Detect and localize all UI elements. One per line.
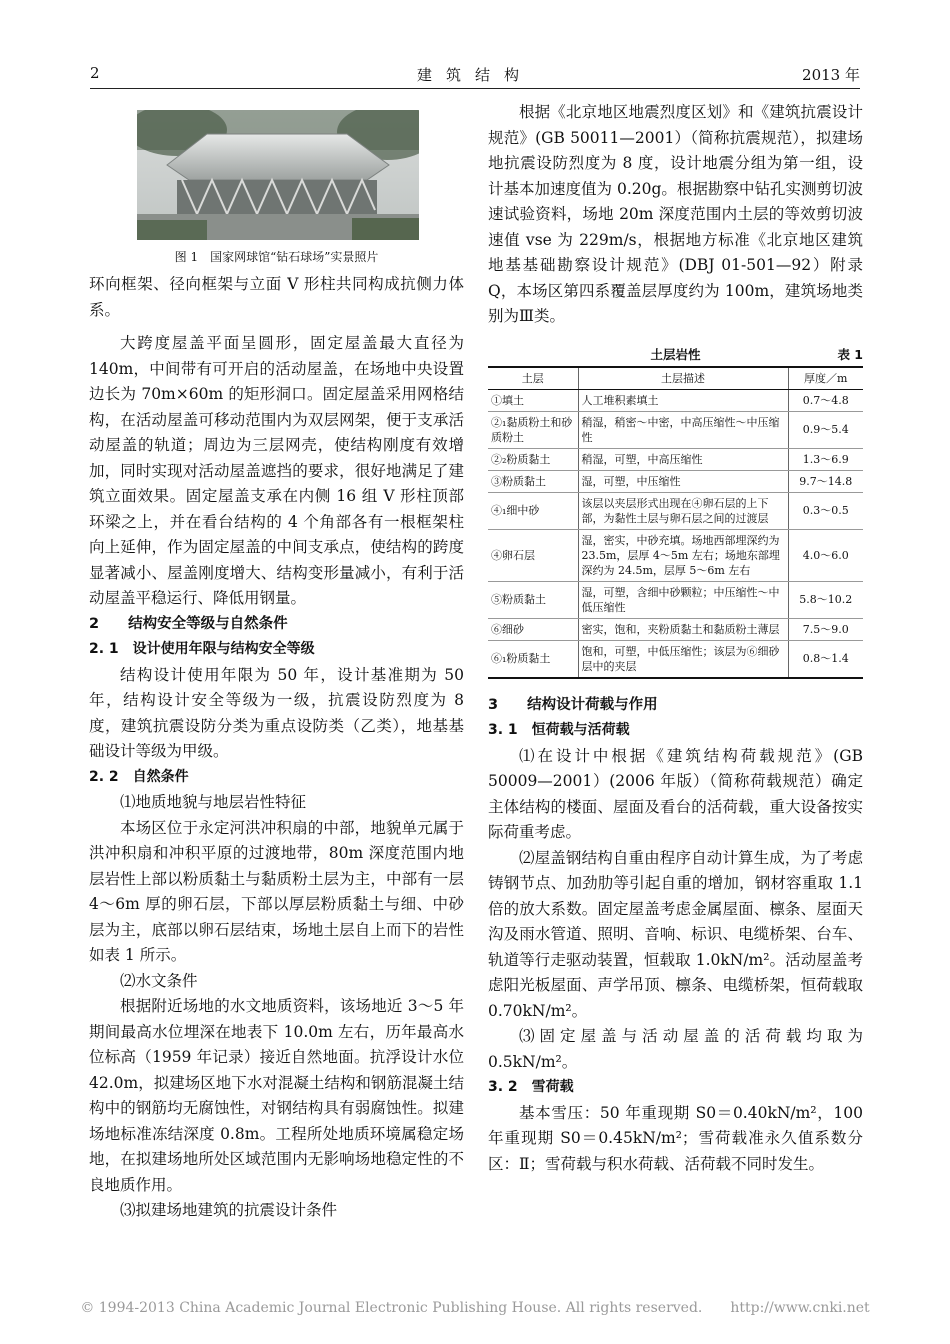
table-row <box>488 492 863 529</box>
paragraph: 基本雪压：50 年重现期 S0＝0.40kN/m²，100 年重现期 S0＝0.45kN/m²；雪荷载准永久值系数分区：Ⅱ；雪荷载与积水荷载、活荷载不同时发生。 <box>488 1103 863 1173</box>
table-cell: ②₂粉质黏土 <box>488 448 578 470</box>
stadium-photo <box>137 110 419 240</box>
paragraph: 根据《北京地区地震烈度区划》和《建筑抗震设计规范》(GB 50011—2001）（简称抗震规范），拟建场地抗震设防烈度为 8 度，设计地震分组为第一组，设计基本加速度值为 0.20g。根据勘察中钻孔实测剪切波速试验资料，场地 20m 深度范围内土层的等效剪切波速值 vse 为 229m/s，根据地方标准《北京地区建筑地基基础勘察设计规范》(DBJ 01-501—92）附录 Q，本场区第四系覆盖层厚度约为 100m，建筑场地类别为Ⅲ类。 <box>488 103 863 325</box>
table-cell: 0.9～5.4 <box>788 411 863 448</box>
table-caption: 土层岩性 <box>650 346 701 362</box>
table-row <box>488 470 863 492</box>
table-cell: ⑥细砂 <box>488 618 578 640</box>
table-cell: 该层以夹层形式出现在④卵石层的上下部，为黏性土层与卵石层之间的过渡层 <box>578 492 788 529</box>
table-cell: 0.3～0.5 <box>788 492 863 529</box>
table-row <box>488 448 863 470</box>
table-row <box>488 618 863 640</box>
table-cell: ①填土 <box>488 389 578 411</box>
table-row <box>488 640 863 678</box>
paragraph: ⑴在设计中根据《建筑结构荷载规范》(GB 50009—2001）(2006 年版）（简称荷载规范）确定主体结构的楼面、屋面及看台的活荷载，重大设备按实际荷重考虑。 <box>488 746 863 841</box>
stadium-image <box>137 110 419 240</box>
page-number: 2 <box>90 64 100 82</box>
right-column <box>488 100 863 1177</box>
table-cell: 湿，可塑，含细中砂颗粒；中压缩性～中低压缩性 <box>578 581 788 618</box>
paragraph: ⑵屋盖钢结构自重由程序自动计算生成，为了考虑铸钢节点、加劲肋等引起自重的增加，钢材容重取 1.1 倍的放大系数。固定屋盖考虑金属屋面、檩条、屋面天沟及雨水管道、照明、音响、标识、电缆桥架、台车、轨道等行走驱动装置，恒载取 1.0kN/m²。活动屋盖考虑阳光板屋面、声学吊顶、檩条、电缆桥架，恒荷载取 0.70kN/m²。 <box>488 848 863 1020</box>
table-number: 表 1 <box>837 346 863 362</box>
journal-title: 建筑结构 <box>416 66 533 84</box>
section-heading: 2 结构安全等级与自然条件 <box>89 615 288 632</box>
table-cell: 稍湿，可塑，中高压缩性 <box>578 448 788 470</box>
paragraph: 本场区位于永定河洪冲积扇的中部，地貌单元属于洪冲积扇和冲积平原的过渡地带，80m 深度范围内地层岩性上部以粉质黏土与黏质粉土层为主，中部有一层 4～6m 厚的卵石层，下部以厚层粉质黏土与细、中砂层为主，底部以卵石层结束，场地土层自上而下的岩性如表 1 所示。 <box>89 818 464 964</box>
copyright-footer: © 1994-2013 China Academic Journal Electronic Publishing House. All rights reserved. http://www.cnki.net <box>80 1300 870 1316</box>
paragraph: 根据附近场地的水文地质资料，该场地近 3～5 年期间最高水位埋深在地表下 10.0m 左右，历年最高水位标高（1959 年记录）接近自然地面。抗浮设计水位 42.0m，拟建场区地下水对混凝土结构和钢筋混凝土结构中的钢筋均无腐蚀性，对钢结构具有弱腐蚀性。拟建场地标准冻结深度 0.8m。工程所处地质环境属稳定场地，在拟建场地所处区域范围内无影响场地稳定性的不良地质作用。 <box>89 997 464 1194</box>
table-cell: 5.8～10.2 <box>788 581 863 618</box>
table-cell: 稍湿，稍密～中密，中高压缩性～中压缩性 <box>578 411 788 448</box>
table-header: 土层描述 <box>578 367 788 390</box>
table-title <box>488 342 863 366</box>
item-heading: ⑵水文条件 <box>120 971 198 990</box>
figure-caption: 图 1 国家网球馆“钻石球场”实景照片 <box>174 250 379 264</box>
table-header-row <box>488 367 863 390</box>
subsection-heading: 2. 2 自然条件 <box>89 768 189 785</box>
subsection-heading: 3. 1 恒荷载与活荷载 <box>488 722 630 738</box>
table-cell: 湿，可塑，中压缩性 <box>578 470 788 492</box>
table-cell: 0.7～4.8 <box>788 389 863 411</box>
paragraph: 大跨度屋盖平面呈圆形，固定屋盖最大直径为 140m，中间带有可开启的活动屋盖，在场地中央设置边长为 70m×60m 的矩形洞口。固定屋盖采用网格结构，在活动屋盖可移动范围内为双层网架，便于支承活动屋盖的轨道；周边为三层网壳，使结构刚度有效增加，同时实现对活动屋盖遮挡的要求，很好地满足了建筑立面效果。固定屋盖支承在内侧 16 组 V 形柱顶部环梁之上，并在看台结构的 4 个角部各有一根框架柱向上延伸，作为固定屋盖的中间支承点，使结构的跨度显著减小、屋盖刚度增大、结构变形量减小，有利于活动屋盖平稳运行、降低用钢量。 <box>89 334 464 607</box>
subsection-heading: 2. 1 设计使用年限与结构安全等级 <box>89 641 315 657</box>
table-cell: ⑥₁粉质黏土 <box>488 640 578 678</box>
table-cell: 密实，饱和，夹粉质黏土和黏质粉土薄层 <box>578 618 788 640</box>
table-cell: 湿，密实，中砂充填。场地西部埋深约为 23.5m，层厚 4～5m 左右；场地东部埋深约为 24.5m，层厚 5～6m 左右 <box>578 529 788 581</box>
table-row <box>488 529 863 581</box>
table-cell: ④卵石层 <box>488 529 578 581</box>
page-header <box>90 62 860 89</box>
subsection-heading: 3. 2 雪荷载 <box>488 1079 574 1095</box>
table-cell: ③粉质黏土 <box>488 470 578 492</box>
item-heading: ⑴地质地貌与地层岩性特征 <box>120 793 307 811</box>
journal-year: 2013 年 <box>802 66 860 84</box>
table-row <box>488 411 863 448</box>
table-header: 厚度／m <box>788 367 863 390</box>
table-cell: ②₁黏质粉土和砂质粉土 <box>488 411 578 448</box>
table-cell: 饱和，可塑，中低压缩性；该层为⑥细砂层中的夹层 <box>578 640 788 678</box>
paragraph: 结构设计使用年限为 50 年，设计基准期为 50 年，结构设计安全等级为一级，抗震设防烈度为 8 度，建筑抗震设防分类为重点设防类（乙类），地基基础设计等级为甲级。 <box>89 665 464 760</box>
table-cell: 0.8～1.4 <box>788 640 863 678</box>
item-heading: ⑶拟建场地建筑的抗震设计条件 <box>120 1201 338 1219</box>
table-cell: 1.3～6.9 <box>788 448 863 470</box>
table-cell: 7.5～9.0 <box>788 618 863 640</box>
table-cell: 4.0～6.0 <box>788 529 863 581</box>
table-row <box>488 389 863 411</box>
soil-table <box>488 366 863 679</box>
paragraph: ⑶固定屋盖与活动屋盖的活荷载均取为 0.5kN/m²。 <box>488 1027 863 1071</box>
table-cell: ④₁细中砂 <box>488 492 578 529</box>
paragraph: 环向框架、径向框架与立面 V 形柱共同构成抗侧力体系。 <box>89 275 464 319</box>
table-cell: 人工堆积素填土 <box>578 389 788 411</box>
section-heading: 3 结构设计荷载与作用 <box>488 696 658 713</box>
table-row <box>488 581 863 618</box>
left-column <box>89 100 464 1224</box>
table-cell: 9.7～14.8 <box>788 470 863 492</box>
table-cell: ⑤粉质黏土 <box>488 581 578 618</box>
table-header: 土层 <box>488 367 578 390</box>
